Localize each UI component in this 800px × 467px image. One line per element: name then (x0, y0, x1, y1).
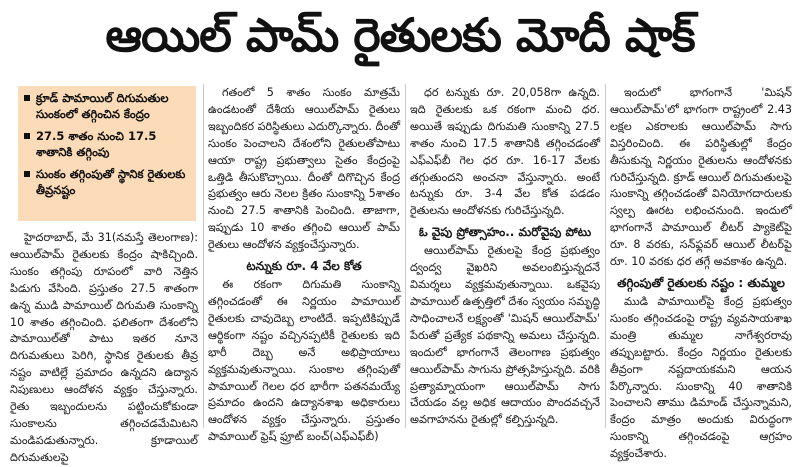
subheading: తగ్గింపుతో రైతులకు నష్టం : తుమ్మల (617, 275, 785, 290)
highlight-item (24, 166, 192, 198)
highlight-text: సుంకం తగ్గింపుతో స్థానిక రైతులకు తీవ్రనష్టం (36, 167, 186, 197)
column-divider (203, 84, 204, 428)
article-paragraph: ఈ రకంగా దిగుమతి సుంకాన్ని తగ్గించడంతో ఈ నిర్ణయం పామాయిల్ రైతులకు చావుదెబ్బ లాంటిదే. ఇప్పటికిప్పుడే ఆర్థికంగా నష్టం వచ్చినప్పటికీ రైతులకు ఇది భారీ దెబ్బ అనే అభిప్రాయాలు వ్యక్తమవుతున్నాయి. సుంకాల తగ్గింపుతో పామాయిల్ గెలల ధర భారీగా పతనమయ్యే ప్రమాదం ఉందని ఉద్యానశాఖ అధికారులు ఆందోళన వ్యక్తం చేస్తున్నారు. ప్రస్తుతం పామాయిల్ ఫ్రెష్ ఫ్రూట్ బంచ్(ఎఫ్‌ఎఫ్‌బీ) (208, 278, 400, 444)
article-paragraph: ఇందులో భాగంగానే 'మిషన్ ఆయిల్‌పామ్'లో భాగంగా రాష్ట్రంలో 2.43 లక్షల ఎకరాలకు ఆయిల్‌పామ్ సాగు విస్తరించింది. ఈ పరిస్థితుల్లో కేంద్రం తీసుకున్న నిర్ణయం రైతులను ఆందోళనకు గురిచేస్తున్నది. క్రూడ్ ఆయిల్ దిగుమతులపై సుంకాన్ని తగ్గించడంతో వినియోగదారులకు స్వల్ప ఊరట లభించనుంది. ఇందులో భాగంగానే పామాయిల్ లీటర్ ప్యాకెట్‌పై రూ. 8 వరకు, సన్‌ఫ్లవర్ ఆయిల్ లీటర్‌పై రూ. 10 వరకు ధర తగ్గే అవకాశం ఉన్నది. (610, 86, 792, 269)
article-paragraph: ధర టన్నుకు రూ. 20,058గా ఉన్నది. ఇది రైతులకు ఒక రకంగా మంచి ధర. అయితే ఇప్పుడు దిగుమతి సుంకాన్ని 27.5 శాతం నుంచి 17.5 శాతానికి తగ్గించడంతో ఎఫ్‌ఎఫ్‌బీ గెల ధర రూ. 16-17 వేలకు తగ్గుతుందని అంచనా వేస్తున్నారు. అంటే టన్నుకు రూ. 3-4 వేల కోత పడడం రైతులను ఆందోళనకు గురిచేస్తున్నది. (410, 86, 600, 218)
headline: ఆయిల్ పామ్ రైతులకు మోదీ షాక్ (105, 8, 695, 62)
article-paragraph: గతంలో 5 శాతం సుంకం మాత్రమే ఉండటంతో దేశీయ ఆయిల్‌పామ్ రైతులు ఇబ్బందికర పరిస్థితులు ఎదుర్కొన్నారు. దీంతో సుంకం పెంచాలని దేశంలోని రైతులతోపాటు ఆయా రాష్ట్ర ప్రభుత్వాలు సైతం కేంద్రంపై ఒత్తిడి తీసుకొచ్చాయి. దీంతో దిగొచ్చిన కేంద్ర ప్రభుత్వం ఆరు నెలల క్రితం సుంకాన్ని 5శాతం నుంచి 27.5 శాతానికి పెంచింది. తాజాగా, ఇప్పుడు 10 శాతం తగ్గించి ఆయిల్ పామ్ రైతులు ఆందోళన వ్యక్తంచేస్తున్నారు. (208, 86, 400, 252)
highlight-text: 27.5 శాతం నుంచి 17.5 శాతానికి తగ్గింపు (36, 129, 157, 159)
article-paragraph: ముడి పామాయిల్‌పై కేంద్ర ప్రభుత్వం సుంకం తగ్గించడంపై రాష్ట్ర వ్యవసాయశాఖ మంత్రి తుమ్మల నాగేశ్వరరావు తప్పుబట్టారు. కేంద్రం నిర్ణయం రైతులకు తీవ్రంగా నష్టదాయకమని ఆయన పేర్కొన్నారు. సుంకాన్ని 40 శాతానికి పెంచాలని తాము డిమాండ్ చేస్తున్నామని, కేంద్రం మాత్రం అందుకు విరుద్ధంగా సుంకాన్ని తగ్గించడంపై ఆగ్రహం వ్యక్తంచేశారు. (610, 294, 792, 461)
subheading: టన్నుకు రూ. 4 వేల కోత (246, 259, 362, 274)
column-divider (405, 84, 406, 428)
highlights-box (18, 86, 196, 221)
bullet-square-icon (24, 95, 30, 101)
highlight-text: క్రూడ్ పామాయిల్ దిగుమతుల సుంకంలో తగ్గించిన కేంద్రం (36, 91, 169, 121)
article-column-4 (610, 85, 792, 461)
highlight-item (24, 90, 192, 122)
article-paragraph: ఆయిల్‌పామ్ రైతులపై కేంద్ర ప్రభుత్వం ద్వంద్వ వైఖరిని అవలంబిస్తున్నదనే విమర్శలు వ్యక్తమవుతున్నాయి. ఒకవైపు పామాయిల్ ఉత్పత్తిలో దేశం స్వయం సమృద్ధి సాధించాలనే లక్ష్యంతో 'మిషన్ ఆయిల్‌పామ్' పేరుతో ప్రత్యేక పథకాన్ని అమలు చేస్తున్నది. ఇందులో భాగంగానే తెలంగాణ ప్రభుత్వం ఆయిల్‌పామ్ సాగును ప్రోత్సహిస్తున్నది. వరికి ప్రత్యామ్నాయంగా ఆయిల్‌పామ్ సాగు చేయడం వల్ల అధిక ఆదాయం పొందవచ్చనే అవగాహనను రైతుల్లో కల్పిస్తున్నది. (410, 244, 600, 427)
highlight-item (24, 128, 192, 160)
bullet-square-icon (24, 133, 30, 139)
bullet-square-icon (24, 171, 30, 177)
article-paragraph: హైదరాబాద్, మే 31(నమస్తే తెలంగాణ): ఆయిల్‌పామ్ రైతులకు కేంద్రం షాకిచ్చింది. సుంకం తగ్గింపు రూపంలో వారి నెత్తిన పిడుగు వేసింది. ప్రస్తుతం 27.5 శాతంగా ఉన్న ముడి పామాయిల్ దిగుమతి సుంకాన్ని 10 శాతం తగ్గించింది. ఫలితంగా దేశంలోని పామాయిల్‌తో పాటు ఇతర నూనె దిగుమతులు పెరిగి, స్థానిక రైతులకు తీవ్ర నష్టం వాటిల్లే ప్రమాదం ఉన్నదని ఉద్యాన నిపుణులు ఆందోళన వ్యక్తం చేస్తున్నారు. రైతు ఇబ్బందులను పట్టించుకోకుండా సుంకాలను తగ్గించడమేమిటని మండిపడుతున్నారు. క్రూడాయిల్ దిగుమతులపై (10, 231, 198, 464)
column-divider (605, 84, 606, 428)
article-column-3 (410, 85, 600, 425)
subheading: ఓ వైపు ప్రోత్సాహం.. మరోవైపు పోటు (418, 225, 592, 240)
article-column-2 (208, 85, 400, 444)
article-column-1 (10, 230, 198, 464)
